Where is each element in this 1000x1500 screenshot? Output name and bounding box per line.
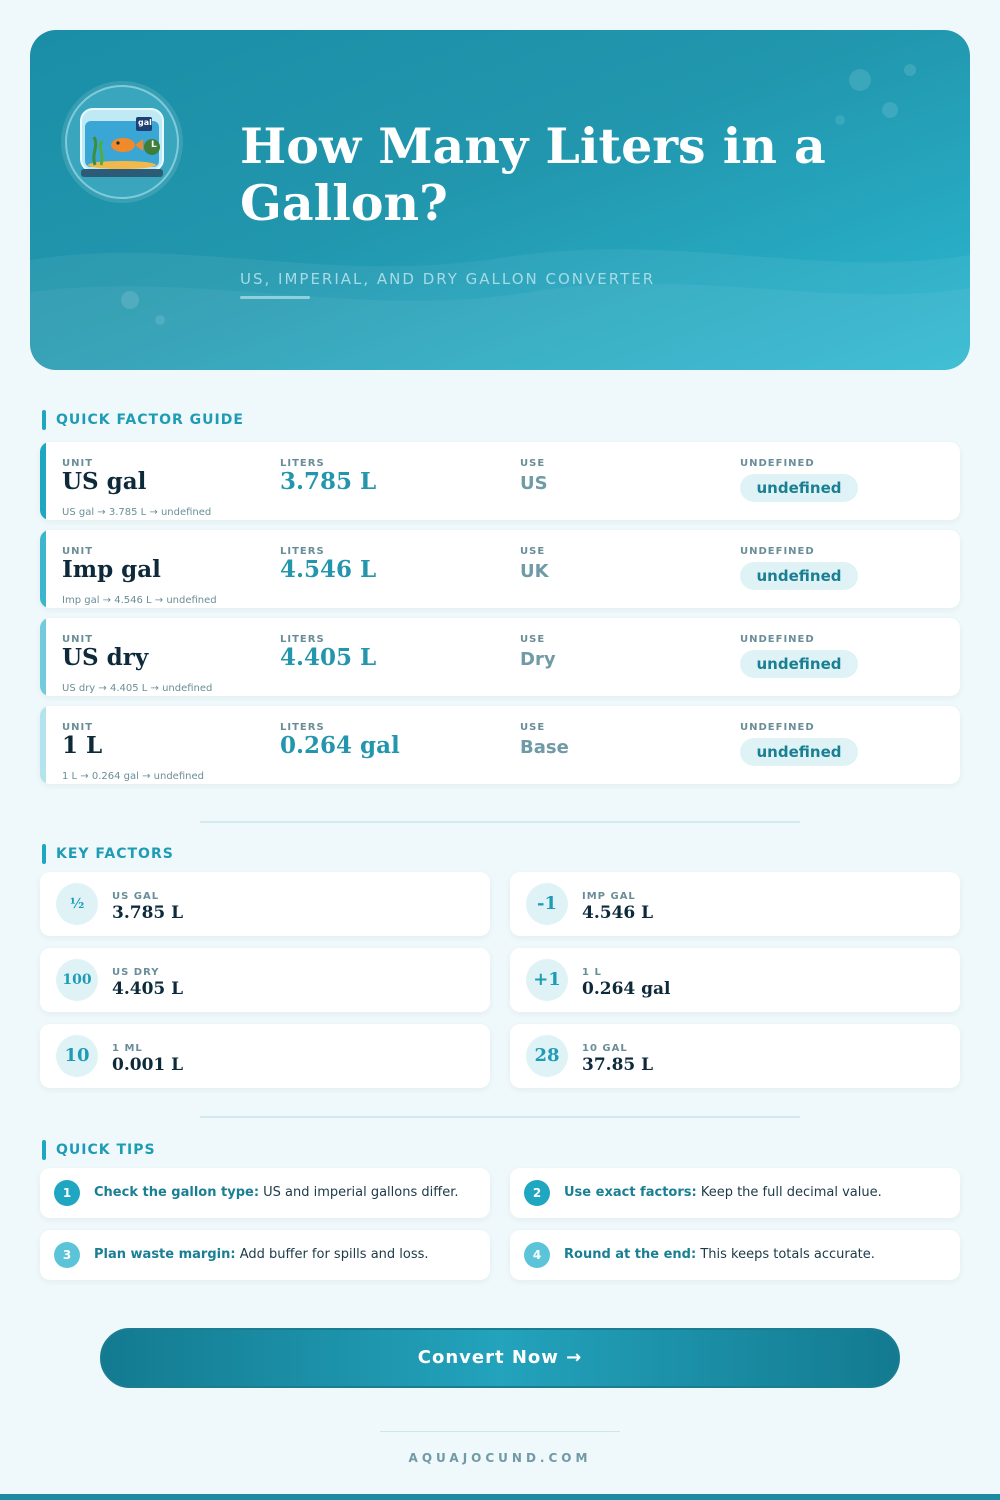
use-column-label: USE — [520, 458, 546, 469]
factor-card — [40, 948, 490, 1012]
tip-number: 1 — [54, 1180, 80, 1206]
tip-text — [564, 1247, 875, 1262]
row-note: Imp gal → 4.546 L → undefined — [62, 595, 217, 606]
row-accent-bar — [40, 530, 46, 608]
bottom-accent-bar — [0, 1494, 1000, 1500]
use-column-label: USE — [520, 634, 546, 645]
unit-value: US dry — [62, 644, 149, 671]
liters-value: 3.785 L — [280, 468, 377, 495]
tip-title: Check the gallon type: — [94, 1185, 260, 1200]
liters-column-label: LITERS — [280, 458, 325, 469]
factor-label: IMP GAL — [582, 891, 636, 902]
tip-body: Add buffer for spills and loss. — [235, 1247, 429, 1262]
use-value: Dry — [520, 649, 556, 670]
status-badge: undefined — [740, 650, 858, 678]
factor-value: 0.264 gal — [582, 979, 671, 999]
tip-body: US and imperial gallons differ. — [259, 1185, 459, 1200]
factor-icon: ½ — [56, 883, 98, 925]
tip-text — [564, 1185, 882, 1200]
liters-column-label: LITERS — [280, 634, 325, 645]
unit-column-label: UNIT — [62, 722, 94, 733]
tip-card — [40, 1230, 490, 1280]
liter-badge: L — [151, 140, 157, 150]
tip-number: 4 — [524, 1242, 550, 1268]
status-badge: undefined — [740, 562, 858, 590]
factor-value: 37.85 L — [582, 1055, 654, 1075]
unit-column-label: UNIT — [62, 634, 94, 645]
guide-row — [40, 442, 960, 520]
factor-icon: +1 — [526, 959, 568, 1001]
footer-site[interactable]: AQUAJOCUND.COM — [408, 1451, 592, 1465]
extra-column-label: UNDEFINED — [740, 458, 815, 469]
factor-guide-heading: QUICK FACTOR GUIDE — [42, 410, 244, 430]
factor-label: US DRY — [112, 967, 160, 978]
factor-icon: 28 — [526, 1035, 568, 1077]
tip-card — [40, 1168, 490, 1218]
liters-column-label: LITERS — [280, 546, 325, 557]
tip-number: 2 — [524, 1180, 550, 1206]
use-value: US — [520, 473, 548, 494]
unit-value: 1 L — [62, 732, 103, 759]
factor-label: 10 GAL — [582, 1043, 628, 1054]
unit-value: US gal — [62, 468, 147, 495]
liters-value: 0.264 gal — [280, 732, 400, 759]
use-column-label: USE — [520, 722, 546, 733]
factor-value: 3.785 L — [112, 903, 184, 923]
tip-title: Use exact factors: — [564, 1185, 697, 1200]
tip-body: Keep the full decimal value. — [696, 1185, 882, 1200]
factor-icon: -1 — [526, 883, 568, 925]
page-title: How Many Liters in a Gallon? — [240, 117, 826, 232]
subtitle-underline — [240, 296, 310, 299]
row-accent-bar — [40, 442, 46, 520]
key-factors-heading: KEY FACTORS — [42, 844, 174, 864]
unit-column-label: UNIT — [62, 458, 94, 469]
tip-card — [510, 1230, 960, 1280]
factor-label: US GAL — [112, 891, 160, 902]
guide-row — [40, 530, 960, 608]
factor-card — [510, 948, 960, 1012]
tip-title: Plan waste margin: — [94, 1247, 236, 1262]
row-note: US gal → 3.785 L → undefined — [62, 507, 212, 518]
page-subtitle: US, IMPERIAL, AND DRY GALLON CONVERTER — [240, 270, 656, 288]
factor-card — [40, 1024, 490, 1088]
use-value: Base — [520, 737, 569, 758]
status-badge: undefined — [740, 474, 858, 502]
extra-column-label: UNDEFINED — [740, 634, 815, 645]
factor-value: 4.405 L — [112, 979, 184, 999]
factor-card — [510, 1024, 960, 1088]
factor-value: 4.546 L — [582, 903, 654, 923]
use-value: UK — [520, 561, 549, 582]
tip-text — [94, 1247, 429, 1262]
factor-icon: 100 — [56, 959, 98, 1001]
factor-value: 0.001 L — [112, 1055, 184, 1075]
factor-label: 1 L — [582, 967, 602, 978]
factor-card — [510, 872, 960, 936]
gal-badge: gal — [138, 118, 152, 127]
liters-value: 4.546 L — [280, 556, 377, 583]
liters-column-label: LITERS — [280, 722, 325, 733]
guide-row — [40, 706, 960, 784]
section-divider — [200, 1116, 800, 1118]
hero-banner — [30, 30, 970, 370]
unit-column-label: UNIT — [62, 546, 94, 557]
factor-icon: 10 — [56, 1035, 98, 1077]
row-accent-bar — [40, 706, 46, 784]
row-note: 1 L → 0.264 gal → undefined — [62, 771, 204, 782]
factor-label: 1 ML — [112, 1043, 143, 1054]
unit-value: Imp gal — [62, 556, 161, 583]
convert-now-button[interactable]: Convert Now → — [100, 1328, 900, 1388]
extra-column-label: UNDEFINED — [740, 722, 815, 733]
footer-divider — [380, 1431, 620, 1432]
use-column-label: USE — [520, 546, 546, 557]
section-divider — [200, 821, 800, 823]
extra-column-label: UNDEFINED — [740, 546, 815, 557]
tip-card — [510, 1168, 960, 1218]
tip-body: This keeps totals accurate. — [696, 1247, 875, 1262]
quick-tips-heading: QUICK TIPS — [42, 1140, 156, 1160]
row-note: US dry → 4.405 L → undefined — [62, 683, 213, 694]
factor-card — [40, 872, 490, 936]
tip-text — [94, 1185, 458, 1200]
tip-number: 3 — [54, 1242, 80, 1268]
liters-value: 4.405 L — [280, 644, 377, 671]
tip-title: Round at the end: — [564, 1247, 697, 1262]
row-accent-bar — [40, 618, 46, 696]
status-badge: undefined — [740, 738, 858, 766]
guide-row — [40, 618, 960, 696]
aquarium-logo-icon — [65, 85, 179, 199]
